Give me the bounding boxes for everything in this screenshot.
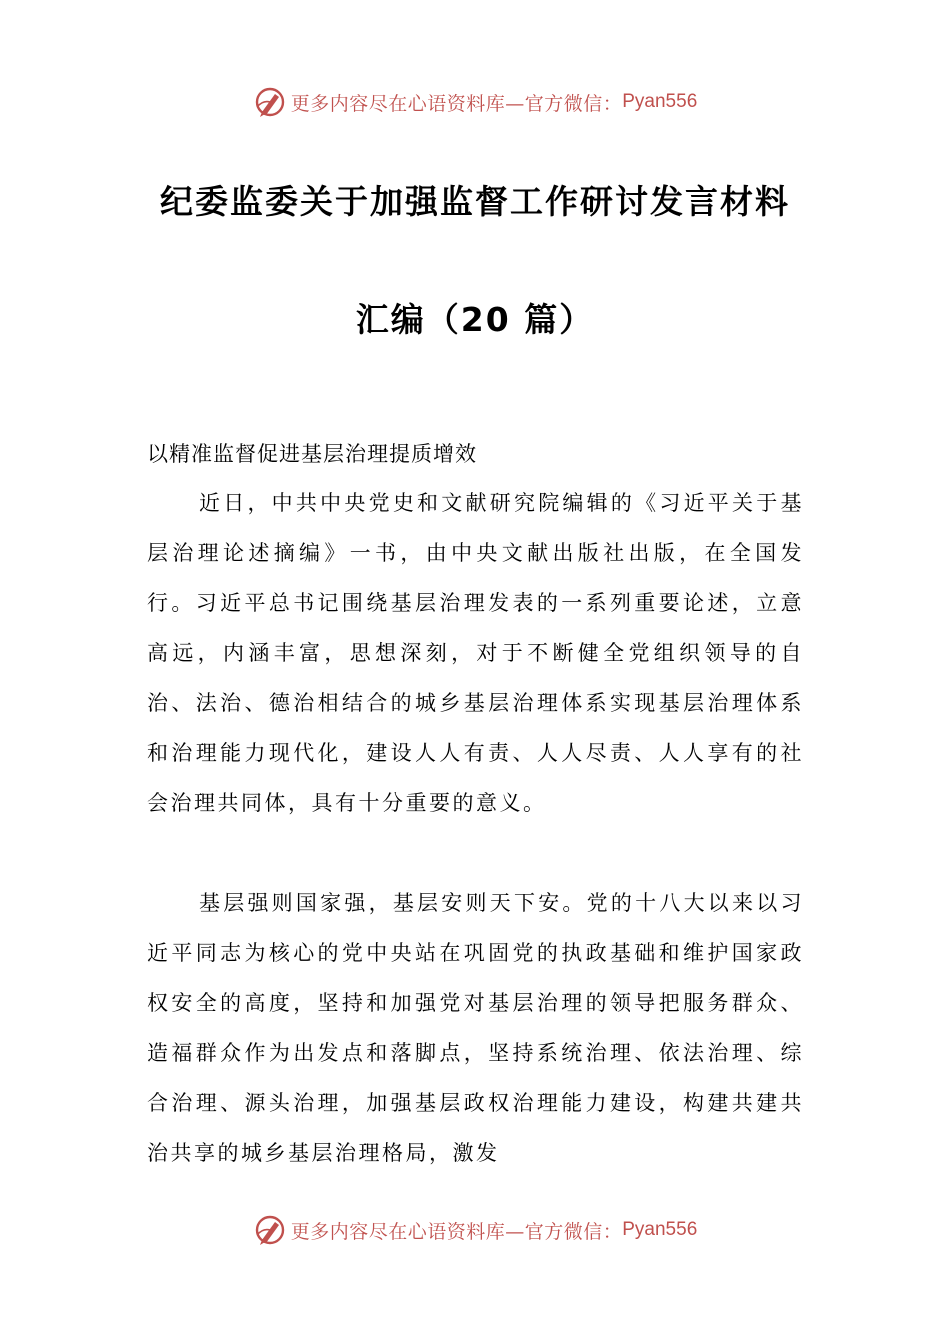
footer-watermark-banner — [0, 1210, 950, 1250]
article-subheading: 以精准监督促进基层治理提质增效 — [147, 442, 477, 466]
pen-logo-icon — [253, 85, 287, 119]
wechat-id: Pyan556 — [622, 91, 698, 112]
pen-logo-icon — [253, 1213, 287, 1247]
body-paragraph: 近日，中共中央党史和文献研究院编辑的《习近平关于基层治理论述摘编》一书，由中央文献出版社出版，在全国发行。习近平总书记围绕基层治理发表的一系列重要论述，立意高远，内涵丰富，思想深刻，对于不断健全党组织领导的自治、法治、德治相结合的城乡基层治理体系实现基层治理体系和治理能力现代化，建设人人有责、人人尽责、人人享有的社会治理共同体，具有十分重要的意义。 — [147, 491, 804, 815]
promo-text: 更多内容尽在心语资料库— — [290, 92, 525, 115]
document-title-line2: 汇编（20 篇） — [355, 300, 595, 339]
wechat-id: Pyan556 — [622, 1219, 698, 1240]
document-title-line1: 纪委监委关于加强监督工作研讨发言材料 — [160, 182, 790, 221]
header-watermark-banner — [0, 82, 950, 122]
promo-text: 更多内容尽在心语资料库— — [290, 1220, 525, 1243]
wechat-label: 官方微信： — [524, 1220, 623, 1243]
body-paragraph: 基层强则国家强，基层安则天下安。党的十八大以来以习近平同志为核心的党中央站在巩固党的执政基础和维护国家政权安全的高度，坚持和加强党对基层治理的领导把服务群众、造福群众作为出发点和落脚点，坚持系统治理、依法治理、综合治理、源头治理，加强基层政权治理能力建设，构建共建共治共享的城乡基层治理格局，激发 — [147, 891, 804, 1165]
wechat-label: 官方微信： — [524, 92, 623, 115]
